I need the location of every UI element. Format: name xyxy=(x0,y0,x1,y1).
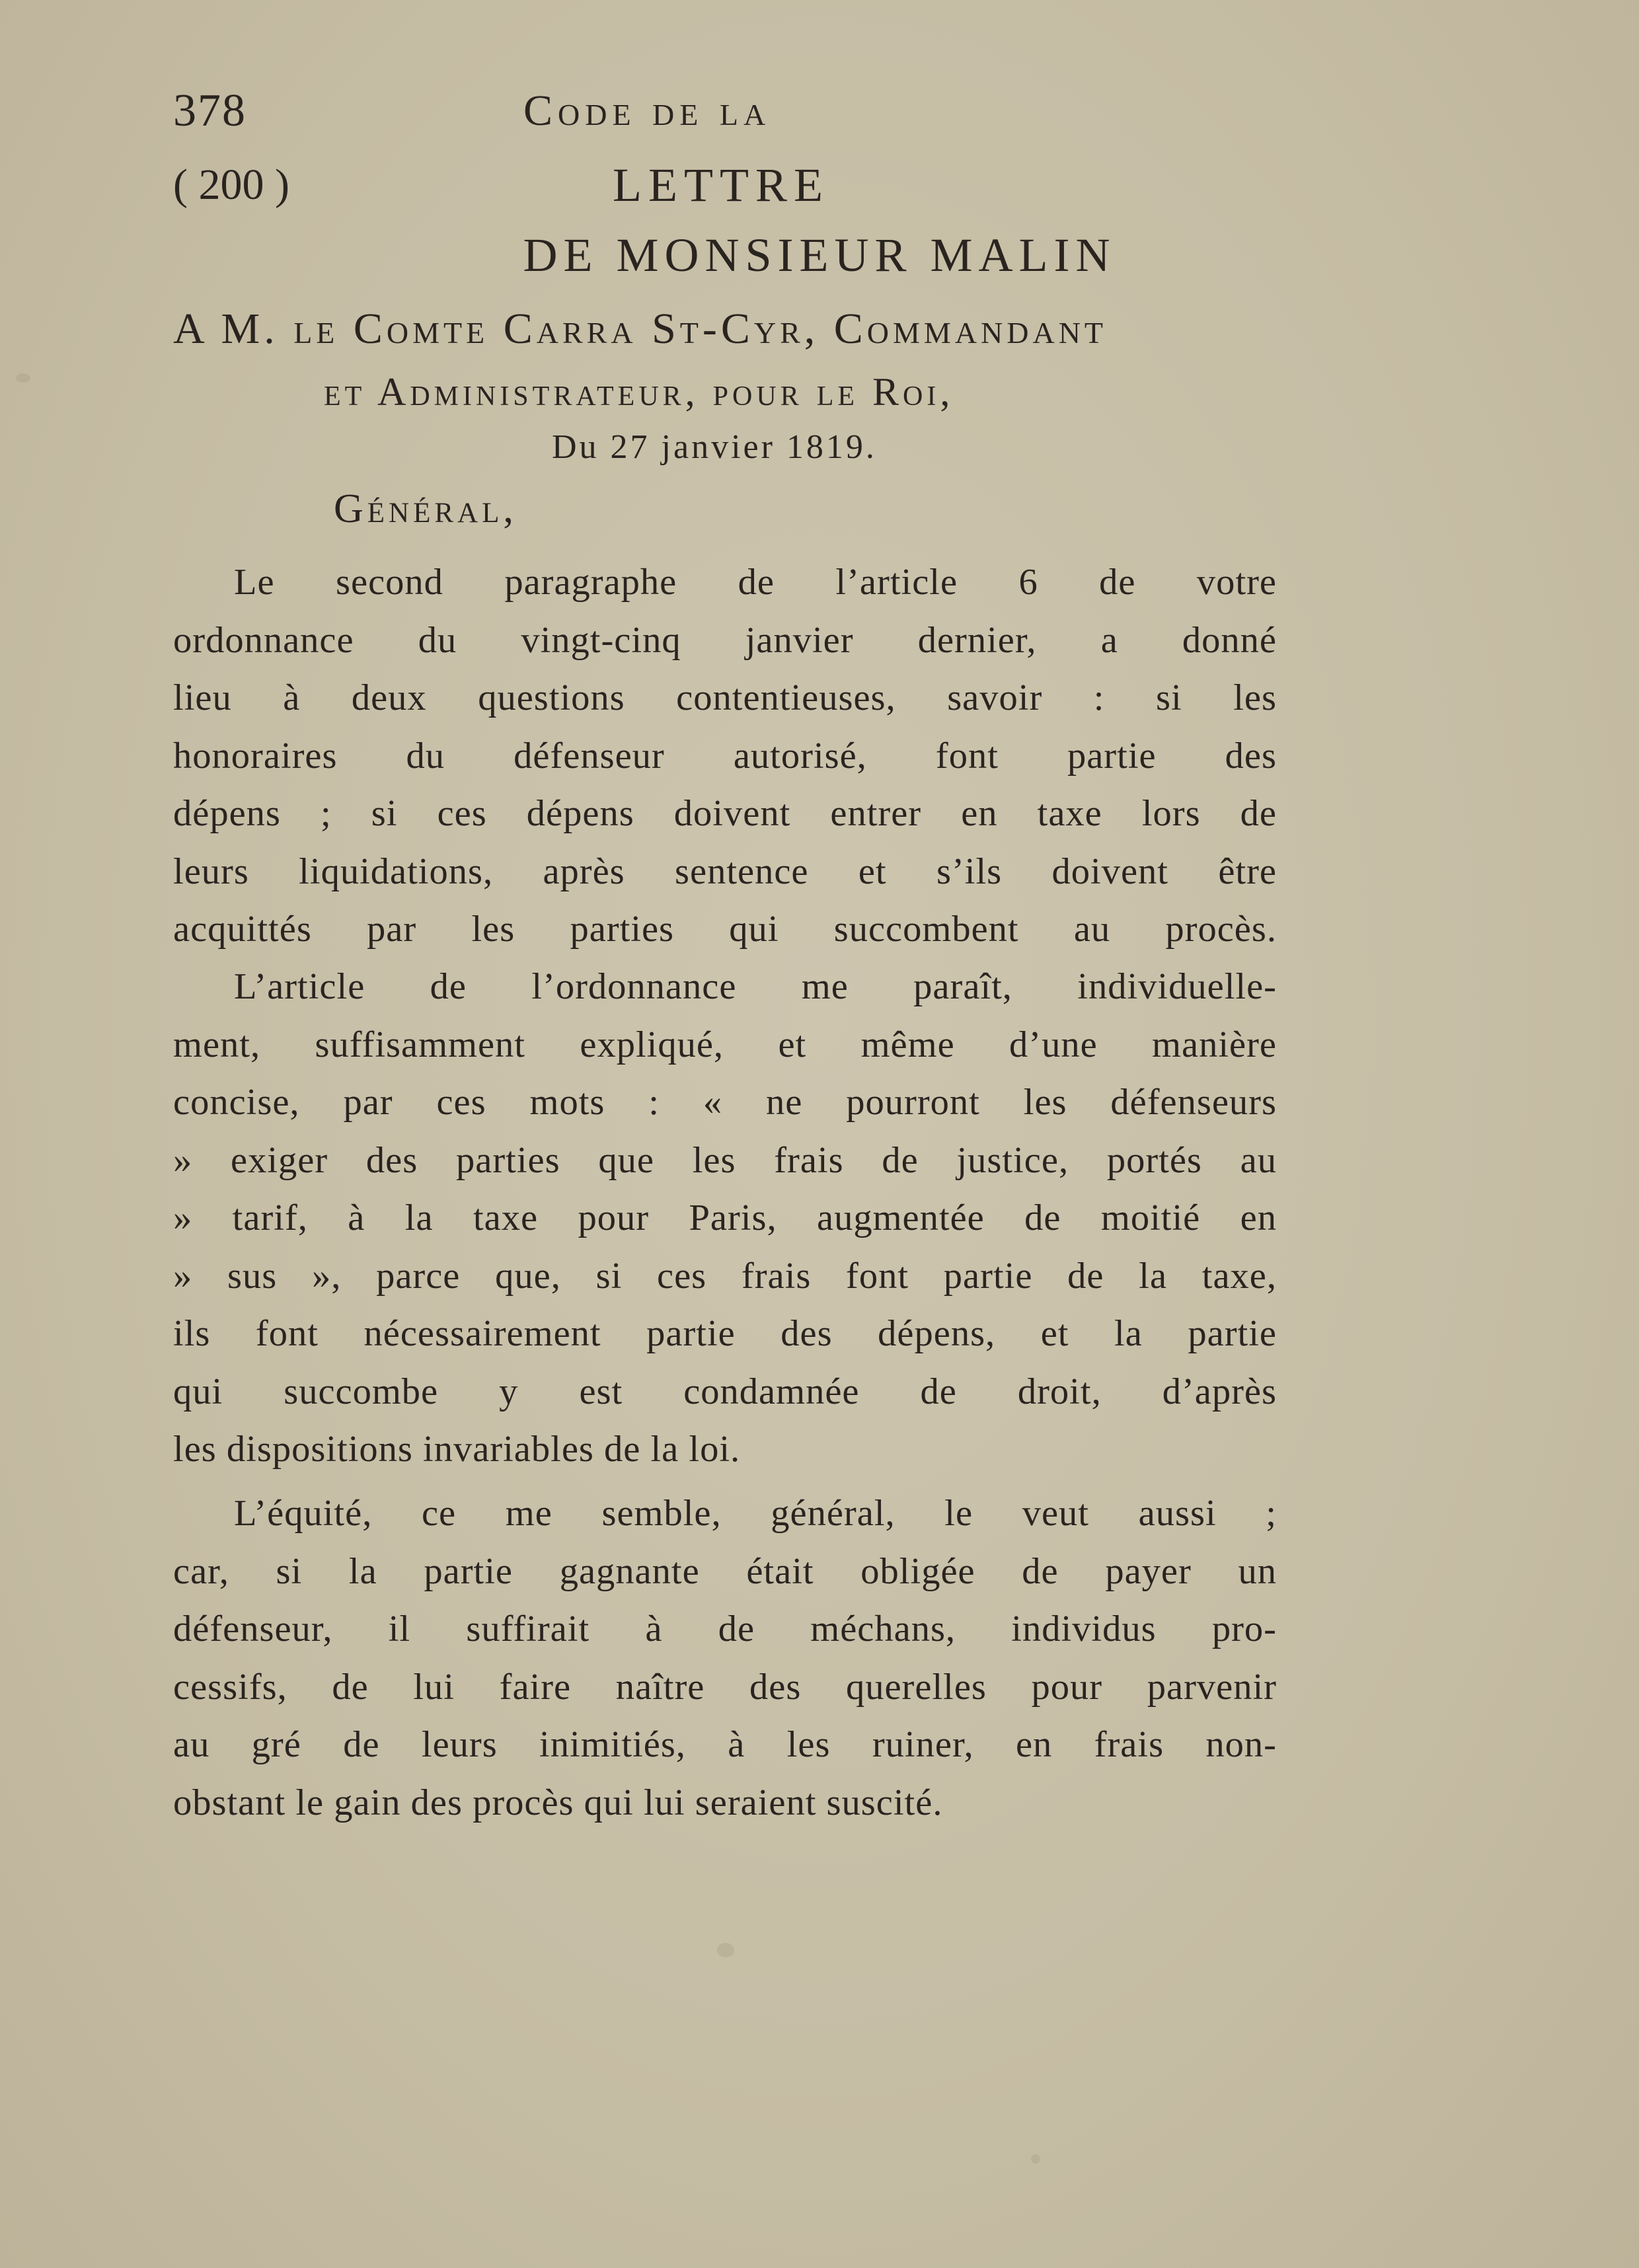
text-line: leurs liquidations, après sentence et s’ils doivent être xyxy=(173,850,1277,892)
letter-date: Du 27 janvier 1819. xyxy=(552,428,877,466)
addressee-line-2: et Administrateur, pour le Roi, xyxy=(324,370,954,414)
letter-title-author: DE MONSIEUR MALIN xyxy=(523,229,1116,282)
paragraph-3 xyxy=(173,1485,1277,1832)
text-line: qui succombe y est condamnée de droit, d’après xyxy=(173,1371,1277,1412)
text-line: L’article de l’ordonnance me paraît, individuelle- xyxy=(234,966,1277,1007)
paragraph-2 xyxy=(173,958,1277,1479)
paragraph-1 xyxy=(173,554,1277,959)
text-line: obstant le gain des procès qui lui seraient suscité. xyxy=(173,1782,943,1823)
addressee-line-1: A M. le Comte Carra St-Cyr, Commandant xyxy=(173,305,1108,353)
original-header xyxy=(173,159,1098,211)
text-line: L’équité, ce me semble, général, le veut aussi ; xyxy=(234,1493,1277,1534)
paper-stain xyxy=(717,1943,734,1957)
page-number: 378 xyxy=(173,85,247,136)
text-line: les dispositions invariables de la loi. xyxy=(173,1429,741,1470)
paper-stain xyxy=(1031,2154,1040,2164)
text-line: » sus », parce que, si ces frais font partie de la taxe, xyxy=(173,1255,1277,1297)
running-header xyxy=(173,85,847,137)
text-line: » exiger des parties que les frais de justice, portés au xyxy=(173,1139,1277,1181)
salutation: Général, xyxy=(334,486,517,531)
paper-stain xyxy=(16,373,30,383)
original-page-number: ( 200 ) xyxy=(173,161,289,209)
text-line: ment, suffisamment expliqué, et même d’une manière xyxy=(173,1024,1277,1065)
text-line: Le second paragraphe de l’article 6 de votre xyxy=(234,562,1277,603)
text-line: cessifs, de lui faire naître des querelles pour parvenir xyxy=(173,1666,1277,1708)
text-line: car, si la partie gagnante était obligée de payer un xyxy=(173,1550,1277,1592)
text-line: honoraires du défenseur autorisé, font partie des xyxy=(173,735,1277,776)
text-line: au gré de leurs inimitiés, à les ruiner, en frais non- xyxy=(173,1724,1277,1765)
text-line: concise, par ces mots : « ne pourront les défenseurs xyxy=(173,1082,1277,1123)
text-line: » tarif, à la taxe pour Paris, augmentée de moitié en xyxy=(173,1197,1277,1238)
text-line: ordonnance du vingt-cinq janvier dernier, a donné xyxy=(173,619,1277,661)
text-line: acquittés par les parties qui succombent au procès. xyxy=(173,909,1277,950)
letter-title: LETTRE xyxy=(613,159,829,211)
text-line: dépens ; si ces dépens doivent entrer en taxe lors de xyxy=(173,793,1277,834)
text-line: défenseur, il suffirait à de méchans, individus pro- xyxy=(173,1608,1277,1649)
running-title: Code de la xyxy=(523,87,771,135)
text-line: lieu à deux questions contentieuses, savoir : si les xyxy=(173,677,1277,718)
text-line: ils font nécessairement partie des dépens, et la partie xyxy=(173,1313,1277,1354)
